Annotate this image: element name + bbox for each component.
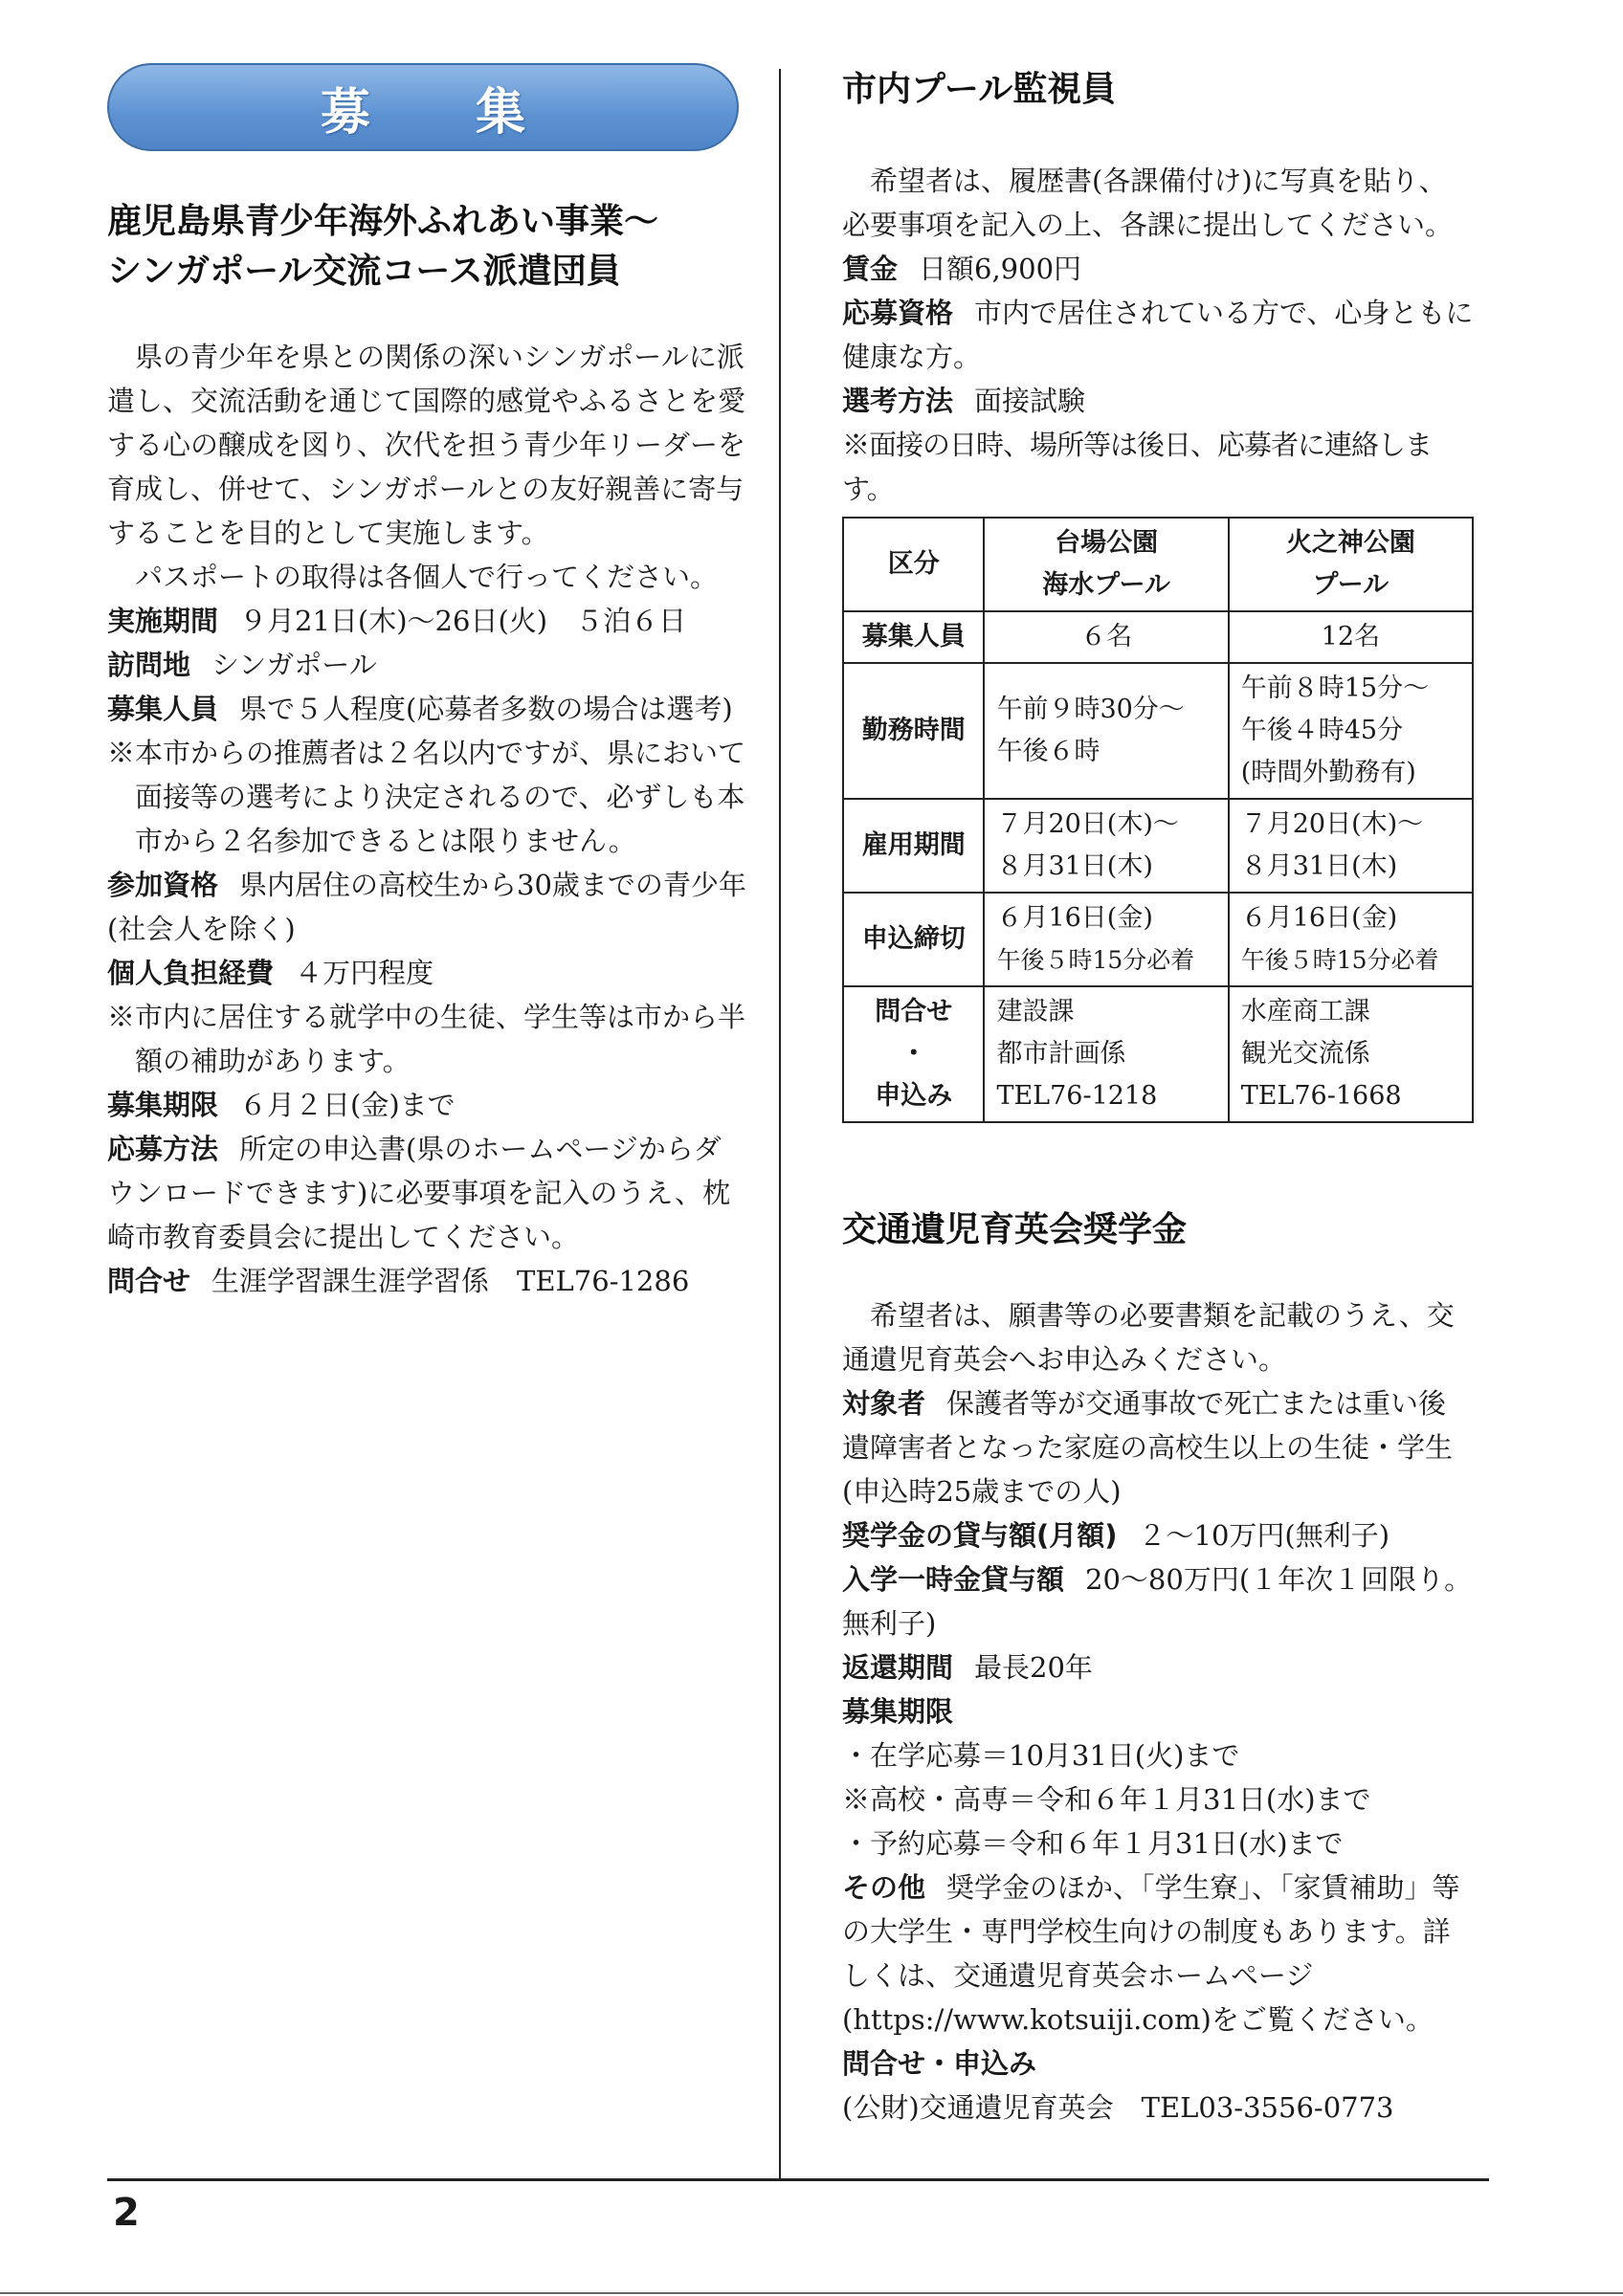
repay-label: 返還期間 bbox=[842, 1651, 954, 1684]
cell-deadline-daiba bbox=[984, 893, 1228, 986]
loan-value: ２～10万円(無利子) bbox=[1138, 1519, 1390, 1552]
cell-employment-daiba bbox=[984, 799, 1228, 893]
row-label-deadline: 申込締切 bbox=[843, 893, 984, 986]
qual-value: 県内居住の高校生から30歳までの青少年(社会人を除く) bbox=[107, 869, 746, 945]
header-daiba-line2: 海水プール bbox=[1042, 570, 1170, 600]
other-value: 奨学金のほか、「学生寮」、「家賃補助」等の大学生・専門学校生向けの制度もあります。詳しくは、交通遺児育英会ホームページ(https://www.kotsuiji.com)をご覧ください。 bbox=[842, 1871, 1460, 2036]
pool-title: 市内プール監視員 bbox=[842, 70, 1117, 109]
count-row bbox=[107, 687, 746, 731]
interview-note: ※面接の日時、場所等は後日、応募者に連絡します。 bbox=[842, 429, 1433, 505]
deadline-value: ６月２日(金)まで bbox=[239, 1089, 456, 1121]
deadline-label: 募集期限 bbox=[107, 1089, 219, 1121]
other-row bbox=[842, 1866, 1474, 2042]
table-row bbox=[843, 611, 1473, 663]
table-row bbox=[843, 518, 1473, 611]
header-daiba-line1: 台場公園 bbox=[1055, 528, 1159, 558]
repay-value: 最長20年 bbox=[974, 1651, 1093, 1684]
scholarship-title: 交通遺児育英会奨学金 bbox=[842, 1210, 1188, 1249]
period-row bbox=[107, 599, 746, 643]
place-label: 訪問地 bbox=[107, 649, 191, 681]
row-label-count: 募集人員 bbox=[843, 611, 984, 663]
cell-line: 午前８時15分～ bbox=[1240, 673, 1430, 703]
contact-value: 生涯学習課生涯学習係 TEL76-1286 bbox=[211, 1265, 690, 1297]
deadline-item-1: ・在学応募＝10月31日(火)まで bbox=[842, 1739, 1240, 1772]
place-value: シンガポール bbox=[211, 649, 377, 681]
table-row bbox=[843, 663, 1473, 799]
cell-line: ６月16日(金) bbox=[996, 903, 1153, 933]
scholar-contact-value: (公財)交通遺児育英会 TEL03-3556-0773 bbox=[842, 2091, 1394, 2124]
passport-note: パスポートの取得は各個人で行ってください。 bbox=[135, 561, 719, 593]
pool-qual-value: 市内で居住されている方で、心身ともに健康な方。 bbox=[842, 297, 1474, 373]
scholar-contact-label: 問合せ・申込み bbox=[842, 2047, 1037, 2080]
section-banner: 募集 bbox=[107, 63, 739, 151]
qual-label: 参加資格 bbox=[107, 869, 219, 901]
recommend-note: ※本市からの推薦者は２名以内ですが、県において面接等の選考により決定されるので、必ずしも本市から２名参加できるとは限りません。 bbox=[107, 737, 746, 857]
intro-paragraph: 県の青少年を県との関係の深いシンガポールに派遣し、交流活動を通じて国際的感覚やふるさとを愛する心の醸成を図り、次代を担う青少年リーダーを育成し、併せて、シンガポールとの友好親善に寄与することを目的として実施します。 bbox=[107, 341, 746, 549]
pool-table bbox=[842, 517, 1474, 1123]
target-value: 保護者等が交通事故で死亡または重い後遺障害者となった家庭の高校生以上の生徒・学生(申込時25歳までの人) bbox=[842, 1387, 1454, 1508]
cell-line: (時間外勤務有) bbox=[1240, 758, 1416, 787]
cell-line: ８月31日(木) bbox=[1240, 851, 1398, 881]
target-label: 対象者 bbox=[842, 1387, 926, 1420]
method-value: 所定の申込書(県のホームページからダウンロードできます)に必要事項を記入のうえ、枕崎市教育委員会に提出してください。 bbox=[107, 1133, 731, 1253]
pool-qual-label: 応募資格 bbox=[842, 297, 954, 329]
loan-label: 奨学金の貸与額(月額) bbox=[842, 1519, 1118, 1552]
right-column bbox=[842, 63, 1474, 2130]
cell-contact-daiba bbox=[984, 986, 1228, 1122]
cell-line: 午後５時15分必着 bbox=[996, 946, 1195, 974]
cell-line: 観光交流係 bbox=[1240, 1039, 1370, 1069]
cell-deadline-hinokami bbox=[1229, 893, 1473, 986]
cell-line: 午後５時15分必着 bbox=[1240, 946, 1439, 974]
target-row bbox=[842, 1381, 1474, 1513]
article-title-line1: 鹿児島県青少年海外ふれあい事業～ bbox=[107, 202, 659, 241]
header-hinokami bbox=[1229, 518, 1473, 611]
scholarship-intro: 希望者は、願書等の必要書類を記載のうえ、交通遺児育英会へお申込みください。 bbox=[842, 1299, 1455, 1376]
wage-value: 日額6,900円 bbox=[919, 253, 1082, 285]
cell-line: ７月20日(木)～ bbox=[996, 809, 1179, 839]
cost-label: 個人負担経費 bbox=[107, 957, 275, 989]
deadline-item-2: ※高校・高専＝令和６年１月31日(水)まで bbox=[842, 1783, 1371, 1816]
article-title-line2: シンガポール交流コース派遣団員 bbox=[107, 252, 621, 291]
header-category: 区分 bbox=[843, 518, 984, 611]
cell-hours-hinokami bbox=[1229, 663, 1473, 799]
method-row bbox=[107, 1127, 746, 1259]
row-label-employment: 雇用期間 bbox=[843, 799, 984, 893]
period-label: 実施期間 bbox=[107, 605, 219, 637]
loan-row bbox=[842, 1513, 1474, 1557]
pool-qual-row bbox=[842, 291, 1474, 379]
cell-line: 問合せ bbox=[875, 997, 953, 1027]
cell-line: 午前９時30分～ bbox=[996, 695, 1185, 724]
cell-employment-hinokami bbox=[1229, 799, 1473, 893]
place-row bbox=[107, 643, 746, 687]
cell-line: ８月31日(木) bbox=[996, 851, 1153, 881]
deadline-row bbox=[107, 1083, 746, 1127]
header-hinokami-line2: プール bbox=[1312, 570, 1390, 600]
contact-label: 問合せ bbox=[107, 1265, 191, 1297]
header-daiba bbox=[984, 518, 1228, 611]
cell-line: 申込み bbox=[875, 1081, 953, 1111]
contact-row bbox=[107, 1259, 746, 1303]
cell-count-hinokami: 12名 bbox=[1229, 611, 1473, 663]
entry-label: 入学一時金貸与額 bbox=[842, 1563, 1065, 1596]
cost-value: ４万円程度 bbox=[295, 957, 434, 989]
select-row bbox=[842, 379, 1474, 423]
row-label-contact bbox=[843, 986, 984, 1122]
header-hinokami-line1: 火之神公園 bbox=[1285, 528, 1415, 558]
period-value: ９月21日(木)～26日(火) ５泊６日 bbox=[239, 605, 687, 637]
entry-value: 20～80万円(１年次１回限り。無利子) bbox=[842, 1563, 1473, 1640]
cell-line: ７月20日(木)～ bbox=[1240, 809, 1424, 839]
scholar-deadline-label: 募集期限 bbox=[842, 1695, 954, 1728]
cell-line: 都市計画係 bbox=[996, 1039, 1126, 1069]
cell-line: 午後６時 bbox=[996, 737, 1101, 766]
cell-line: 水産商工課 bbox=[1240, 997, 1370, 1027]
count-value: 県で５人程度(応募者多数の場合は選考) bbox=[239, 693, 733, 725]
cell-count-daiba: ６名 bbox=[984, 611, 1228, 663]
pool-intro: 希望者は、履歴書(各課備付け)に写真を貼り、必要事項を記入の上、各課に提出してください。 bbox=[842, 165, 1454, 241]
cell-line: ・ bbox=[900, 1039, 927, 1069]
cell-line: ６月16日(金) bbox=[1240, 903, 1398, 933]
page-number: 2 bbox=[113, 2191, 140, 2235]
footer-rule bbox=[107, 2178, 1489, 2181]
cell-line: 建設課 bbox=[996, 997, 1075, 1027]
select-value: 面接試験 bbox=[974, 385, 1086, 417]
repay-row bbox=[842, 1645, 1474, 1689]
deadline-item-3: ・予約応募＝令和６年１月31日(水)まで bbox=[842, 1827, 1344, 1860]
row-label-hours: 勤務時間 bbox=[843, 663, 984, 799]
entry-row bbox=[842, 1557, 1474, 1645]
table-row bbox=[843, 799, 1473, 893]
column-divider bbox=[779, 69, 781, 2178]
cell-contact-hinokami bbox=[1229, 986, 1473, 1122]
cost-row bbox=[107, 951, 746, 995]
page-edge bbox=[0, 2292, 1623, 2294]
wage-label: 賃金 bbox=[842, 253, 899, 285]
qual-row bbox=[107, 863, 746, 951]
select-label: 選考方法 bbox=[842, 385, 954, 417]
wage-row bbox=[842, 247, 1474, 291]
cell-line: TEL76-1668 bbox=[1240, 1081, 1402, 1111]
cell-hours-daiba bbox=[984, 663, 1228, 799]
other-label: その他 bbox=[842, 1871, 926, 1904]
count-label: 募集人員 bbox=[107, 693, 219, 725]
left-column bbox=[107, 63, 746, 1303]
subsidy-note: ※市内に居住する就学中の生徒、学生等は市から半額の補助があります。 bbox=[107, 1001, 746, 1077]
cell-line: 午後４時45分 bbox=[1240, 716, 1404, 745]
method-label: 応募方法 bbox=[107, 1133, 219, 1165]
table-row bbox=[843, 986, 1473, 1122]
table-row bbox=[843, 893, 1473, 986]
cell-line: TEL76-1218 bbox=[996, 1081, 1158, 1111]
